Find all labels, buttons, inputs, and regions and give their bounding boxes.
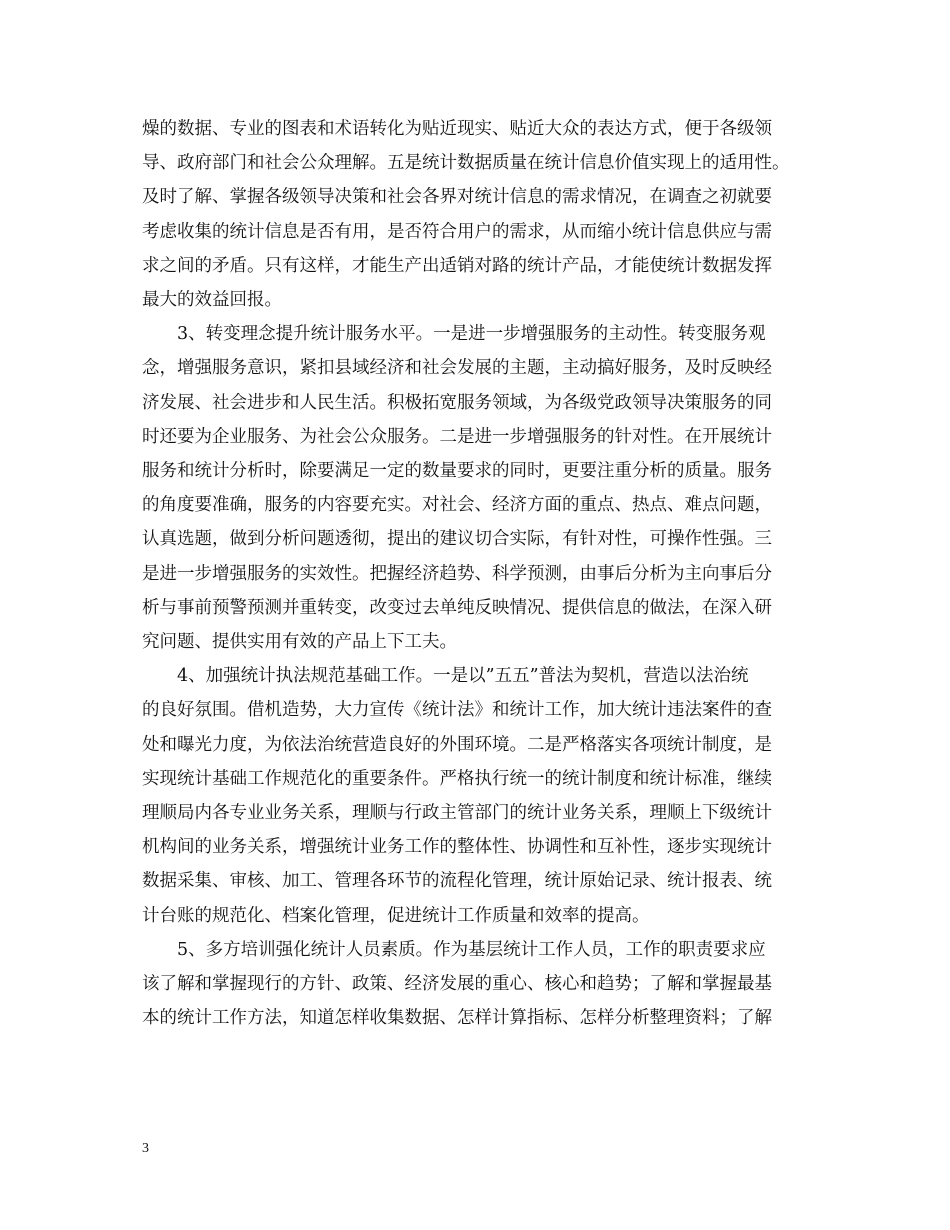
text-line: 考虑收集的统计信息是否有用，是否符合用户的需求，从而缩小统计信息供应与需 [142, 221, 772, 242]
text-line: 析与事前预警预测并重转变，改变过去单纯反映情况、提供信息的做法，在深入研 [142, 597, 772, 618]
text-line: 念，增强服务意识，紧扣县域经济和社会发展的主题，主动搞好服务，及时反映经 [142, 358, 772, 379]
text-line: 实现统计基础工作规范化的重要条件。严格执行统一的统计制度和统计标准，继续 [142, 768, 772, 789]
text-line: 的良好氛围。借机造势，大力宣传《统计法》和统计工作，加大统计违法案件的查 [142, 700, 772, 721]
text-line: 4、加强统计执法规范基础工作。一是以”五五”普法为契机，营造以法治统 [142, 666, 749, 687]
page-number: 3 [142, 1141, 149, 1156]
text-line: 认真选题，做到分析问题透彻，提出的建议切合实际，有针对性，可操作性强。三 [142, 529, 772, 550]
text-line: 及时了解、掌握各级领导决策和社会各界对统计信息的需求情况，在调查之初就要 [142, 187, 772, 208]
text-line: 燥的数据、专业的图表和术语转化为贴近现实、贴近大众的表达方式，便于各级领 [142, 119, 772, 139]
text-line: 本的统计工作方法，知道怎样收集数据、怎样计算指标、怎样分析整理资料；了解 [142, 1008, 772, 1029]
text-line: 是进一步增强服务的实效性。把握经济趋势、科学预测，由事后分析为主向事后分 [142, 563, 772, 584]
text-line: 机构间的业务关系，增强统计业务工作的整体性、协调性和互补性，逐步实现统计 [142, 837, 772, 858]
text-line: 求之间的矛盾。只有这样，才能生产出适销对路的统计产品，才能使统计数据发挥 [142, 255, 772, 276]
text-line: 理顺局内各专业业务关系，理顺与行政主管部门的统计业务关系，理顺上下级统计 [142, 803, 772, 823]
text-line: 最大的效益回报。 [142, 290, 282, 310]
text-line: 该了解和掌握现行的方针、政策、经济发展的重心、核心和趋势；了解和掌握最基 [142, 974, 772, 994]
text-line: 导、政府部门和社会公众理解。五是统计数据质量在统计信息价值实现上的适用性。 [142, 153, 790, 174]
text-line: 的角度要准确，服务的内容要充实。对社会、经济方面的重点、热点、难点问题， [142, 495, 772, 516]
text-line: 济发展、社会进步和人民生活。积极拓宽服务领域，为各级党政领导决策服务的同 [142, 392, 772, 413]
text-line: 数据采集、审核、加工、管理各环节的流程化管理，统计原始记录、统计报表、统 [142, 871, 772, 892]
text-line: 服务和统计分析时，除要满足一定的数量要求的同时，更要注重分析的质量。服务 [142, 461, 772, 481]
text-line: 3、转变理念提升统计服务水平。一是进一步增强服务的主动性。转变服务观 [142, 324, 766, 345]
text-line: 5、多方培训强化统计人员素质。作为基层统计工作人员，工作的职责要求应 [142, 939, 766, 960]
text-line: 处和曝光力度，为依法治统营造良好的外围环境。二是严格落实各项统计制度，是 [142, 734, 772, 755]
text-line: 究问题、提供实用有效的产品上下工夫。 [142, 632, 457, 652]
text-line: 时还要为企业服务、为社会公众服务。二是进一步增强服务的针对性。在开展统计 [142, 426, 772, 447]
text-line: 计台账的规范化、档案化管理，促进统计工作质量和效率的提高。 [142, 905, 650, 926]
